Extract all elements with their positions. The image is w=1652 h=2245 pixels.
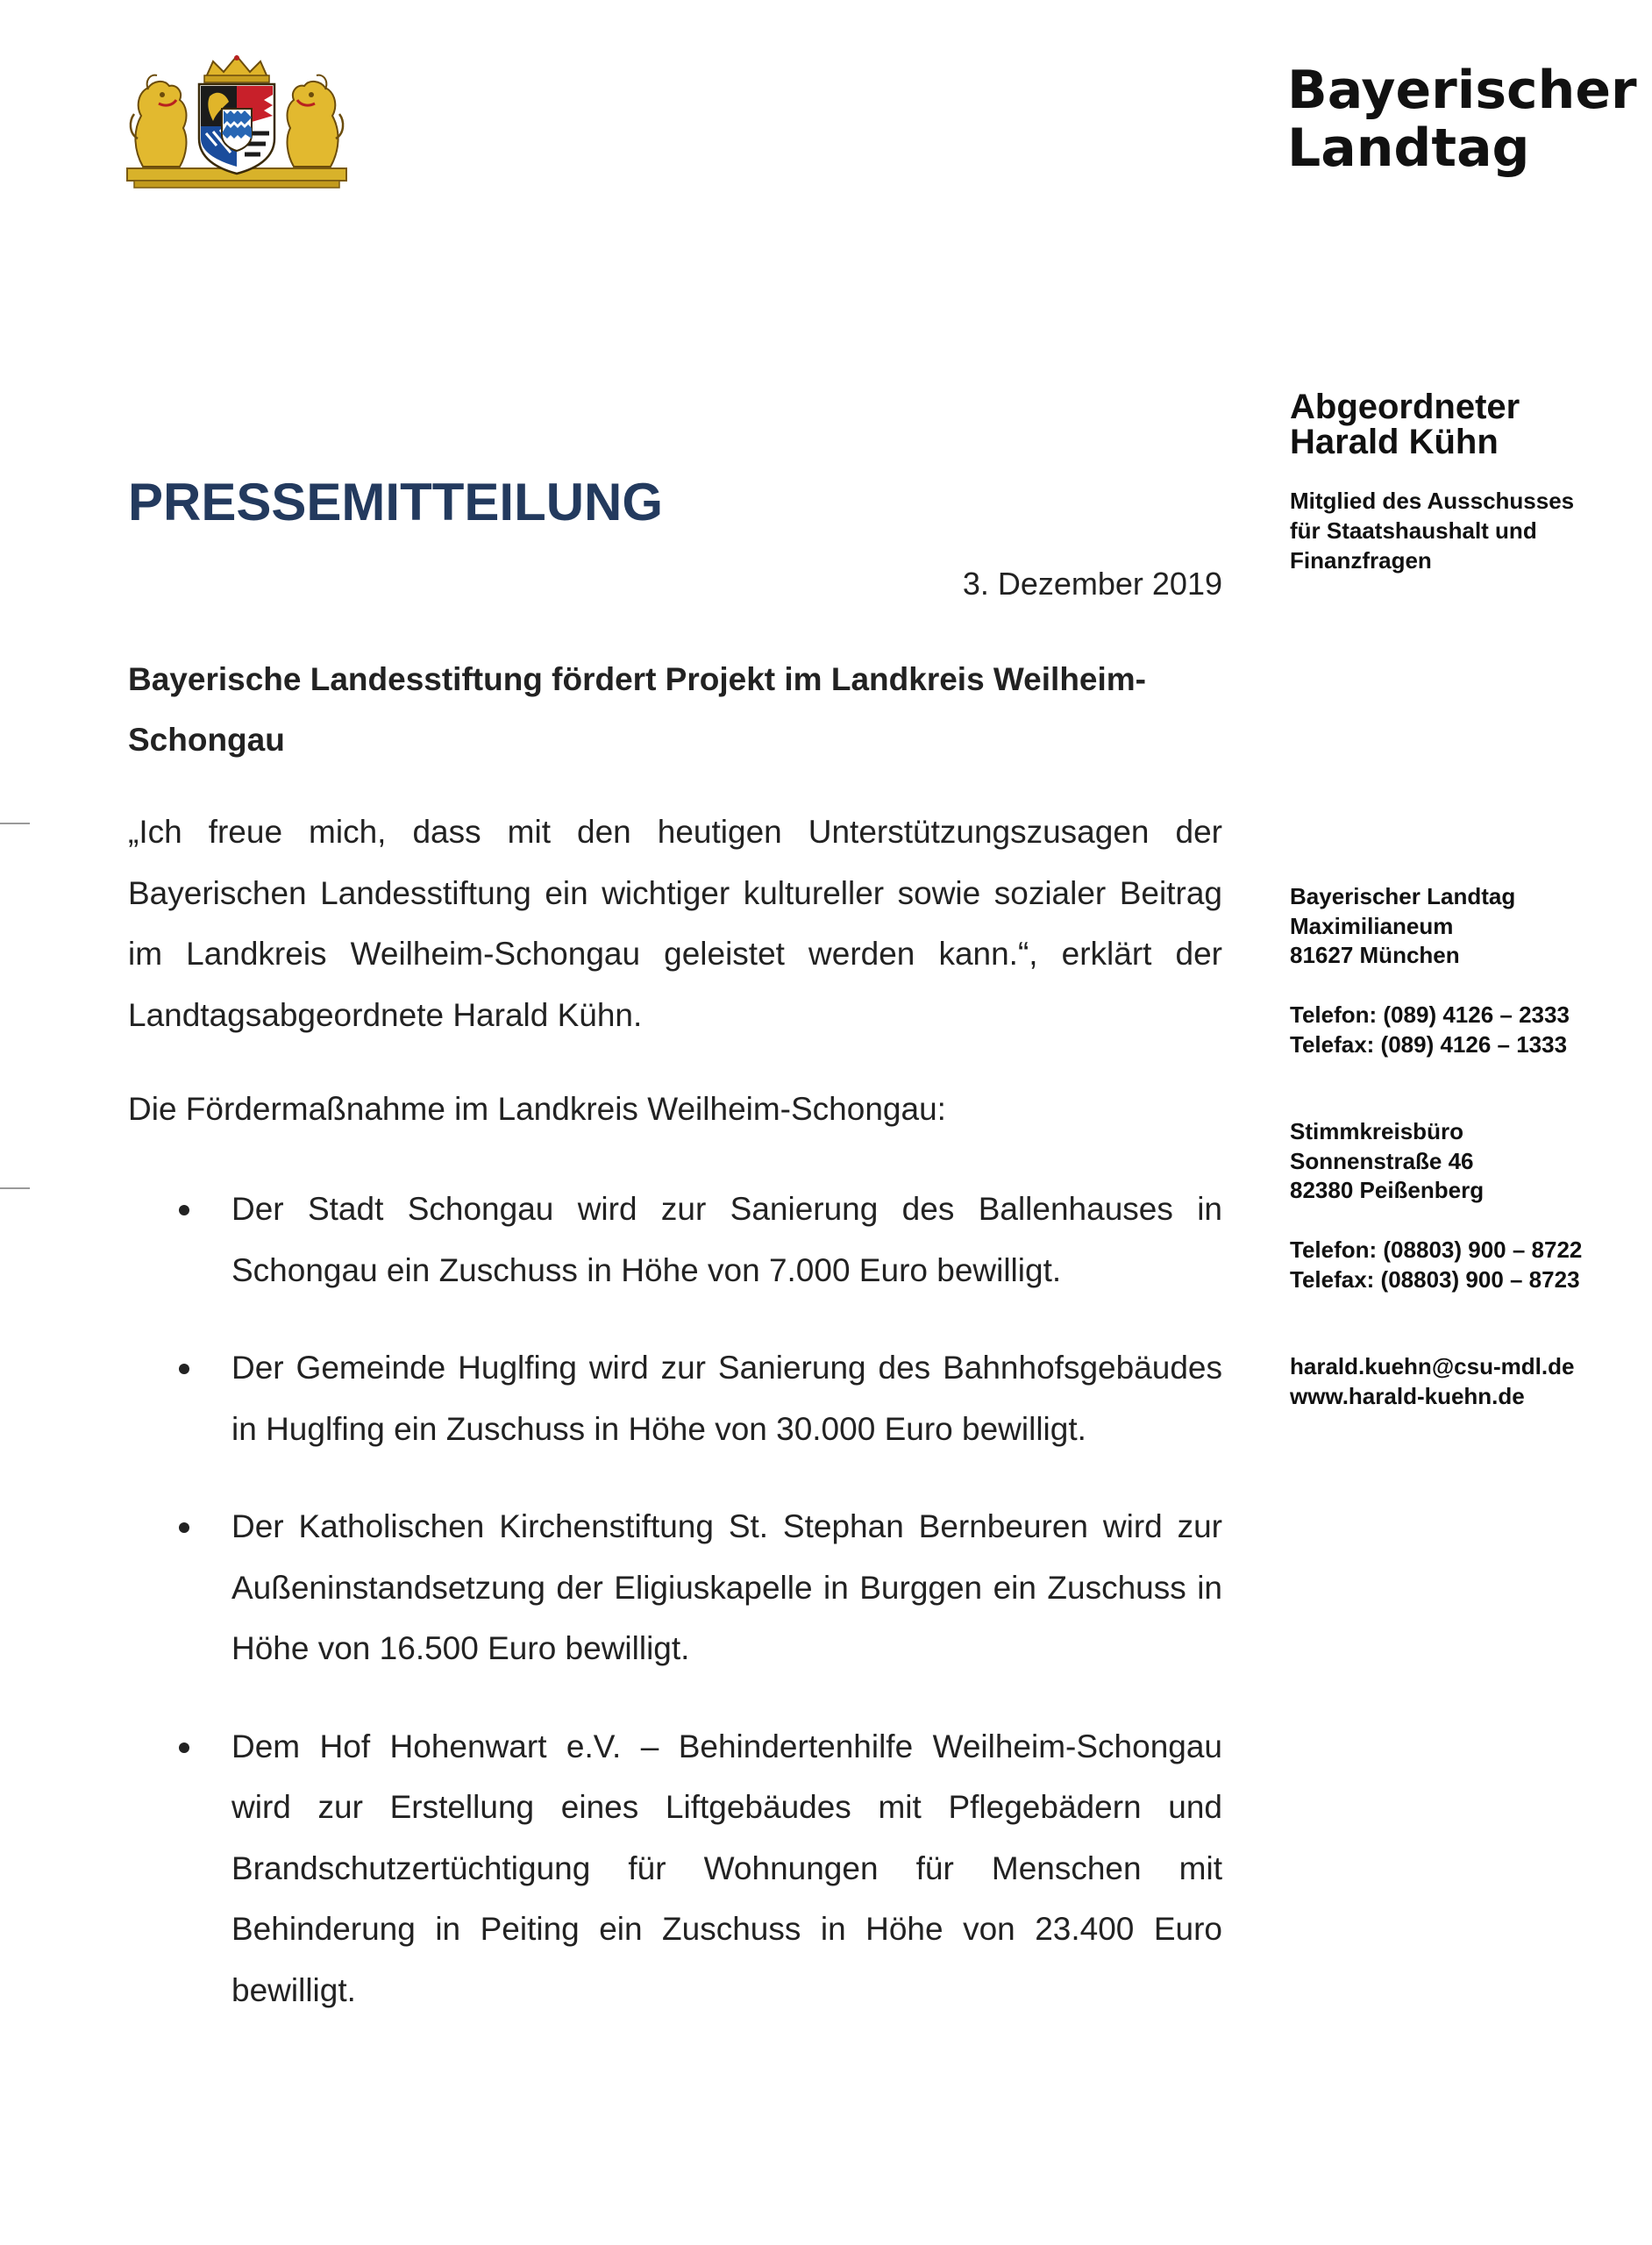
office-phone: Telefon: (08803) 900 – 8722 (1290, 1237, 1583, 1263)
member-committee-line-1: Mitglied des Ausschusses (1290, 488, 1575, 514)
document-subject: Bayerische Landesstiftung fördert Projekt im Landkreis Weilheim-Schongau (128, 661, 1147, 758)
bullet-icon (179, 1522, 189, 1533)
brand-line-1: Bayerischer (1287, 60, 1637, 121)
member-title-line-1: Abgeordneter (1290, 388, 1520, 426)
office-address-block (1290, 1117, 1484, 1206)
list-item-text: Der Gemeinde Huglfing wird zur Sanierung des Bahnhofsgebäudes in Huglfing ein Zuschuss in Höhe von 30.000 Euro bewilligt. (231, 1350, 1222, 1447)
office-fax: Telefax: (08803) 900 – 8723 (1290, 1265, 1580, 1293)
email-link[interactable]: harald.kuehn@csu-mdl.de (1290, 1353, 1575, 1379)
list-item (128, 1716, 1222, 2021)
list-item-text: Dem Hof Hohenwart e.V. – Behindertenhilfe Weilheim-Schongau wird zur Erstellung eines Liftgebäudes mit Pflegebädern und Brandschutzertüchtigung für Wohnungen für Menschen mit Behinderung in Peiting ein Zuschuss in Höhe von 23.400 Euro bewilligt. (231, 1728, 1222, 2008)
office-phone-block (1290, 1236, 1582, 1294)
page-title: PRESSEMITTEILUNG (128, 473, 664, 531)
landtag-address-block (1290, 882, 1515, 971)
fold-mark (0, 823, 30, 824)
funding-list (128, 1179, 1222, 2057)
member-committee-line-3: Finanzfragen (1290, 547, 1432, 574)
member-committee-line-2: für Staatshaushalt und (1290, 517, 1537, 544)
landtag-fax: Telefax: (089) 4126 – 1333 (1290, 1030, 1568, 1058)
member-committee (1290, 486, 1574, 575)
website-link[interactable]: www.harald-kuehn.de (1290, 1382, 1525, 1409)
fold-mark (0, 1187, 30, 1189)
office-city: 82380 Peißenberg (1290, 1177, 1485, 1203)
landtag-phone: Telefon: (089) 4126 – 2333 (1290, 1001, 1570, 1028)
office-name: Stimmkreisbüro (1290, 1118, 1463, 1144)
member-title (1290, 389, 1520, 460)
bullet-icon (179, 1364, 189, 1374)
online-contact-block (1290, 1352, 1574, 1411)
brand-line-2: Landtag (1287, 118, 1530, 179)
office-street: Sonnenstraße 46 (1290, 1147, 1474, 1174)
member-name: Harald Kühn (1290, 423, 1499, 461)
list-item-text: Der Katholischen Kirchenstiftung St. Stephan Bernbeuren wird zur Außeninstandsetzung der Eligiuskapelle in Burggen ein Zuschuss in Höhe von 16.500 Euro bewilligt. (231, 1508, 1222, 1666)
list-item (128, 1179, 1222, 1301)
bullet-icon (179, 1205, 189, 1215)
landtag-city: 81627 München (1290, 942, 1460, 968)
bavarian-coat-of-arms-icon (125, 54, 348, 191)
brand-wordmark (1287, 61, 1637, 177)
list-item (128, 1337, 1222, 1459)
list-item (128, 1496, 1222, 1679)
quote-paragraph: „Ich freue mich, dass mit den heutigen Unterstützungszusagen der Bayerischen Landesstiftung ein wichtiger kultureller sowie sozialer Beitrag im Landkreis Weilheim-Schongau geleistet werden kann.“, erklärt der Landtagsabgeordnete Harald Kühn. (128, 814, 1222, 1033)
landtag-phone-block (1290, 1001, 1570, 1059)
landtag-building: Maximilianeum (1290, 912, 1454, 939)
bullet-icon (179, 1743, 189, 1753)
document-date: 3. Dezember 2019 (962, 566, 1222, 602)
landtag-name: Bayerischer Landtag (1290, 883, 1516, 909)
list-item-text: Der Stadt Schongau wird zur Sanierung des Ballenhauses in Schongau ein Zuschuss in Höhe von 7.000 Euro bewilligt. (231, 1191, 1222, 1288)
intro-paragraph: Die Fördermaßnahme im Landkreis Weilheim-Schongau: (128, 1091, 946, 1127)
